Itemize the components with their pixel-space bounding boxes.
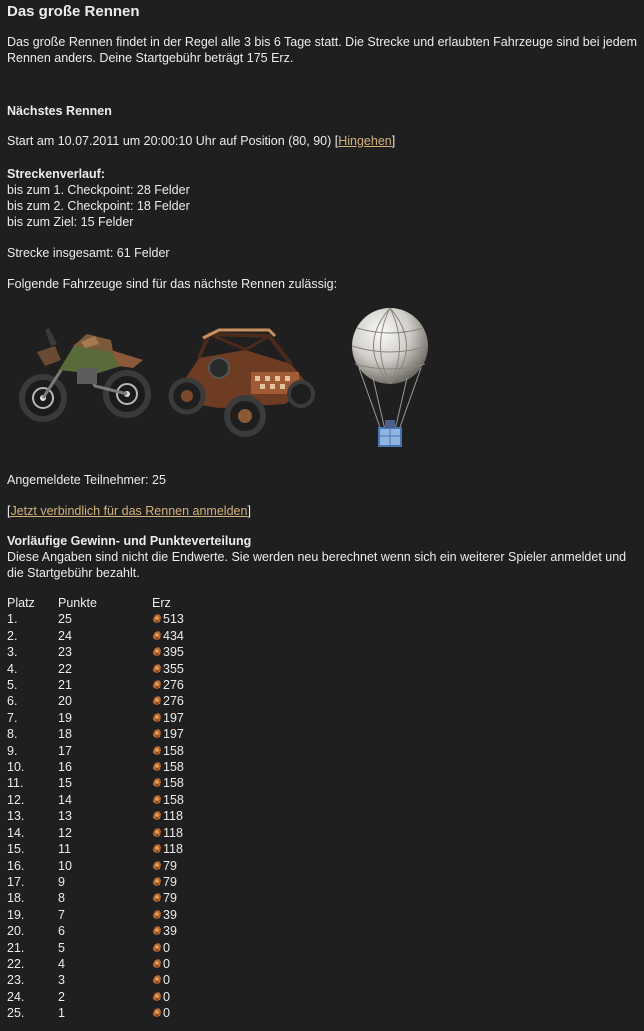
points-cell-value: 2 <box>58 989 65 1004</box>
ore-cell <box>152 759 184 775</box>
points-cell <box>58 677 152 693</box>
place-cell <box>7 743 58 759</box>
table-row <box>7 661 184 677</box>
column-header-ore: Erz <box>152 596 171 610</box>
place-cell-value: 23. <box>7 973 25 988</box>
ore-icon <box>152 958 162 969</box>
ore-cell-value: 158 <box>163 743 184 758</box>
points-cell-value: 10 <box>58 858 72 873</box>
balloon-icon <box>347 306 433 458</box>
ore-cell-value: 197 <box>163 727 184 742</box>
points-cell-value: 4 <box>58 956 65 971</box>
place-cell-value: 3. <box>7 645 18 660</box>
ore-cell-value: 0 <box>163 973 170 988</box>
points-cell <box>58 923 152 939</box>
place-cell <box>7 726 58 742</box>
ore-icon <box>152 646 162 657</box>
place-cell-value: 18. <box>7 891 25 906</box>
points-cell-value: 5 <box>58 940 65 955</box>
ore-cell-value: 0 <box>163 956 170 971</box>
ore-icon <box>152 613 162 624</box>
place-cell <box>7 808 58 824</box>
ore-cell <box>152 874 184 890</box>
table-row <box>7 808 184 824</box>
ore-icon <box>152 777 162 788</box>
column-header-place: Platz <box>7 596 35 610</box>
ore-icon <box>152 728 162 739</box>
points-cell <box>58 693 152 709</box>
points-cell-value: 25 <box>58 612 72 627</box>
points-cell <box>58 710 152 726</box>
motorcycle-icon <box>15 316 155 428</box>
table-row <box>7 759 184 775</box>
ore-icon <box>152 761 162 772</box>
page-title: Das große Rennen <box>7 3 140 20</box>
ore-cell <box>152 611 184 627</box>
place-cell <box>7 710 58 726</box>
ore-icon <box>152 794 162 805</box>
prize-table-header <box>7 595 184 611</box>
table-row <box>7 907 184 923</box>
vehicles-label: Folgende Fahrzeuge sind für das nächste Rennen zulässig: <box>7 277 338 291</box>
table-row <box>7 677 184 693</box>
ore-cell-value: 434 <box>163 628 184 643</box>
ore-icon <box>152 876 162 887</box>
points-cell <box>58 956 152 972</box>
table-row <box>7 890 184 906</box>
ore-icon <box>152 745 162 756</box>
place-cell <box>7 858 58 874</box>
place-cell <box>7 759 58 775</box>
intro-text: Das große Rennen findet in der Regel alle 3 bis 6 Tage statt. Die Strecke und erlaubten Fahrzeuge sind bei jedem Rennen anders. Deine Startgebühr beträgt 175 Erz. <box>7 35 638 65</box>
points-cell-value: 18 <box>58 727 72 742</box>
ore-cell-value: 0 <box>163 940 170 955</box>
ore-cell-value: 118 <box>163 825 183 840</box>
ore-cell <box>152 858 184 874</box>
register-link[interactable]: Jetzt verbindlich für das Rennen anmelden <box>10 504 248 518</box>
points-cell <box>58 907 152 923</box>
ore-icon <box>152 827 162 838</box>
place-cell <box>7 775 58 791</box>
points-cell-value: 7 <box>58 907 65 922</box>
ore-icon <box>152 810 162 821</box>
table-row <box>7 874 184 890</box>
points-cell-value: 16 <box>58 760 72 775</box>
ore-cell-value: 513 <box>163 612 184 627</box>
points-cell <box>58 874 152 890</box>
place-cell <box>7 956 58 972</box>
ore-icon <box>152 663 162 674</box>
ore-cell-value: 79 <box>163 874 177 889</box>
ore-cell <box>152 907 184 923</box>
table-row <box>7 972 184 988</box>
place-cell <box>7 661 58 677</box>
table-row <box>7 858 184 874</box>
place-cell <box>7 825 58 841</box>
points-cell <box>58 775 152 791</box>
points-cell-value: 14 <box>58 792 72 807</box>
place-cell <box>7 989 58 1005</box>
table-row <box>7 743 184 759</box>
ore-cell <box>152 808 184 824</box>
points-cell-value: 6 <box>58 924 65 939</box>
table-row <box>7 644 184 660</box>
ore-cell <box>152 677 184 693</box>
points-cell-value: 11 <box>58 842 71 857</box>
points-cell <box>58 644 152 660</box>
goto-link[interactable]: Hingehen <box>338 134 392 148</box>
place-cell <box>7 874 58 890</box>
ore-icon <box>152 679 162 690</box>
points-cell <box>58 989 152 1005</box>
place-cell-value: 22. <box>7 956 25 971</box>
route-line: bis zum 1. Checkpoint: 28 Felder <box>7 183 190 197</box>
ore-icon <box>152 909 162 920</box>
ore-icon <box>152 892 162 903</box>
ore-cell-value: 0 <box>163 989 170 1004</box>
participants-count: Angemeldete Teilnehmer: 25 <box>7 473 166 487</box>
table-row <box>7 726 184 742</box>
table-row <box>7 1005 184 1021</box>
points-cell <box>58 661 152 677</box>
distribution-heading: Vorläufige Gewinn- und Punkteverteilung <box>7 534 252 548</box>
ore-icon <box>152 843 162 854</box>
ore-cell-value: 355 <box>163 661 184 676</box>
ore-cell <box>152 1005 184 1021</box>
place-cell <box>7 923 58 939</box>
place-cell-value: 5. <box>7 678 18 693</box>
register-line <box>7 503 637 519</box>
points-cell-value: 8 <box>58 891 65 906</box>
route-line: bis zum 2. Checkpoint: 18 Felder <box>7 199 190 213</box>
start-bracket-close: ] <box>391 134 396 148</box>
table-row <box>7 923 184 939</box>
place-cell-value: 16. <box>7 858 25 873</box>
points-cell <box>58 858 152 874</box>
points-cell-value: 12 <box>58 825 72 840</box>
points-cell <box>58 743 152 759</box>
ore-cell <box>152 972 184 988</box>
points-cell <box>58 628 152 644</box>
place-cell-value: 19. <box>7 907 25 922</box>
points-cell-value: 13 <box>58 809 72 824</box>
next-race-heading: Nächstes Rennen <box>7 104 112 118</box>
place-cell <box>7 677 58 693</box>
table-row <box>7 710 184 726</box>
ore-cell <box>152 825 184 841</box>
points-cell <box>58 759 152 775</box>
route-heading: Streckenverlauf: <box>7 167 105 181</box>
column-header-points: Punkte <box>58 596 97 610</box>
table-row <box>7 841 184 857</box>
table-row <box>7 693 184 709</box>
prize-table-body <box>7 611 184 1021</box>
buggy-icon <box>159 324 315 442</box>
prize-table <box>7 595 184 1022</box>
ore-cell-value: 395 <box>163 645 184 660</box>
ore-cell-value: 276 <box>163 694 184 709</box>
ore-cell-value: 39 <box>163 924 177 939</box>
points-cell-value: 23 <box>58 645 72 660</box>
ore-icon <box>152 860 162 871</box>
points-cell-value: 3 <box>58 973 65 988</box>
distribution-note: Diese Angaben sind nicht die Endwerte. Sie werden neu berechnet wenn sich ein weiterer Spieler anmeldet und die Startgebühr bezahlt. <box>7 550 627 580</box>
points-cell <box>58 890 152 906</box>
table-row <box>7 775 184 791</box>
ore-cell <box>152 792 184 808</box>
points-cell <box>58 841 152 857</box>
vehicle-images <box>7 302 637 462</box>
route-lines <box>7 182 637 230</box>
ore-icon <box>152 712 162 723</box>
table-row <box>7 792 184 808</box>
place-cell-value: 15. <box>7 842 25 857</box>
ore-cell <box>152 661 184 677</box>
ore-cell-value: 118 <box>163 842 183 857</box>
ore-cell <box>152 989 184 1005</box>
place-cell-value: 2. <box>7 628 18 643</box>
place-cell <box>7 940 58 956</box>
ore-cell <box>152 644 184 660</box>
points-cell-value: 20 <box>58 694 72 709</box>
ore-icon <box>152 974 162 985</box>
points-cell <box>58 1005 152 1021</box>
points-cell <box>58 726 152 742</box>
table-row <box>7 611 184 627</box>
points-cell <box>58 825 152 841</box>
ore-cell <box>152 890 184 906</box>
points-cell-value: 9 <box>58 874 65 889</box>
ore-icon <box>152 925 162 936</box>
table-row <box>7 940 184 956</box>
place-cell-value: 10. <box>7 760 25 775</box>
ore-icon <box>152 630 162 641</box>
ore-cell-value: 0 <box>163 1006 170 1021</box>
place-cell-value: 8. <box>7 727 18 742</box>
ore-cell-value: 79 <box>163 858 177 873</box>
place-cell <box>7 890 58 906</box>
ore-icon <box>152 942 162 953</box>
table-row <box>7 825 184 841</box>
place-cell-value: 13. <box>7 809 25 824</box>
ore-cell-value: 118 <box>163 809 183 824</box>
points-cell <box>58 611 152 627</box>
ore-cell <box>152 628 184 644</box>
place-cell-value: 17. <box>7 874 25 889</box>
ore-cell <box>152 693 184 709</box>
ore-icon <box>152 991 162 1002</box>
ore-cell <box>152 956 184 972</box>
table-row <box>7 989 184 1005</box>
race-start-info <box>7 133 637 149</box>
points-cell-value: 17 <box>58 743 72 758</box>
points-cell <box>58 940 152 956</box>
place-cell <box>7 841 58 857</box>
ore-cell <box>152 923 184 939</box>
ore-cell <box>152 940 184 956</box>
place-cell <box>7 693 58 709</box>
place-cell-value: 12. <box>7 792 25 807</box>
ore-cell-value: 158 <box>163 760 184 775</box>
place-cell-value: 25. <box>7 1006 25 1021</box>
points-cell <box>58 808 152 824</box>
place-cell-value: 4. <box>7 661 18 676</box>
ore-cell-value: 79 <box>163 891 177 906</box>
points-cell <box>58 792 152 808</box>
place-cell <box>7 907 58 923</box>
points-cell-value: 22 <box>58 661 72 676</box>
place-cell-value: 24. <box>7 989 25 1004</box>
ore-cell-value: 158 <box>163 792 184 807</box>
ore-icon <box>152 695 162 706</box>
place-cell-value: 7. <box>7 710 18 725</box>
register-bracket-open: [ <box>7 504 11 518</box>
place-cell-value: 14. <box>7 825 25 840</box>
ore-cell <box>152 710 184 726</box>
ore-cell-value: 39 <box>163 907 177 922</box>
place-cell-value: 20. <box>7 924 25 939</box>
table-row <box>7 628 184 644</box>
place-cell-value: 6. <box>7 694 18 709</box>
start-text: Start am 10.07.2011 um 20:00:10 Uhr auf Position (80, 90) [ <box>7 134 339 148</box>
route-line: bis zum Ziel: 15 Felder <box>7 215 134 229</box>
points-cell-value: 24 <box>58 628 72 643</box>
ore-icon <box>152 1007 162 1018</box>
points-cell-value: 1 <box>58 1006 65 1021</box>
ore-cell-value: 197 <box>163 710 184 725</box>
points-cell-value: 15 <box>58 776 72 791</box>
ore-cell <box>152 841 184 857</box>
place-cell <box>7 1005 58 1021</box>
route-total: Strecke insgesamt: 61 Felder <box>7 246 170 260</box>
place-cell <box>7 972 58 988</box>
place-cell-value: 1. <box>7 612 18 627</box>
place-cell-value: 21. <box>7 940 25 955</box>
place-cell <box>7 628 58 644</box>
ore-cell <box>152 775 184 791</box>
ore-cell <box>152 743 184 759</box>
ore-cell-value: 158 <box>163 776 184 791</box>
register-bracket-close: ] <box>247 504 251 518</box>
points-cell-value: 21 <box>58 678 72 693</box>
ore-cell <box>152 726 184 742</box>
points-cell <box>58 972 152 988</box>
place-cell <box>7 792 58 808</box>
table-row <box>7 956 184 972</box>
place-cell-value: 9. <box>7 743 18 758</box>
place-cell <box>7 611 58 627</box>
points-cell-value: 19 <box>58 710 72 725</box>
ore-cell-value: 276 <box>163 678 184 693</box>
place-cell <box>7 644 58 660</box>
place-cell-value: 11. <box>7 776 24 791</box>
